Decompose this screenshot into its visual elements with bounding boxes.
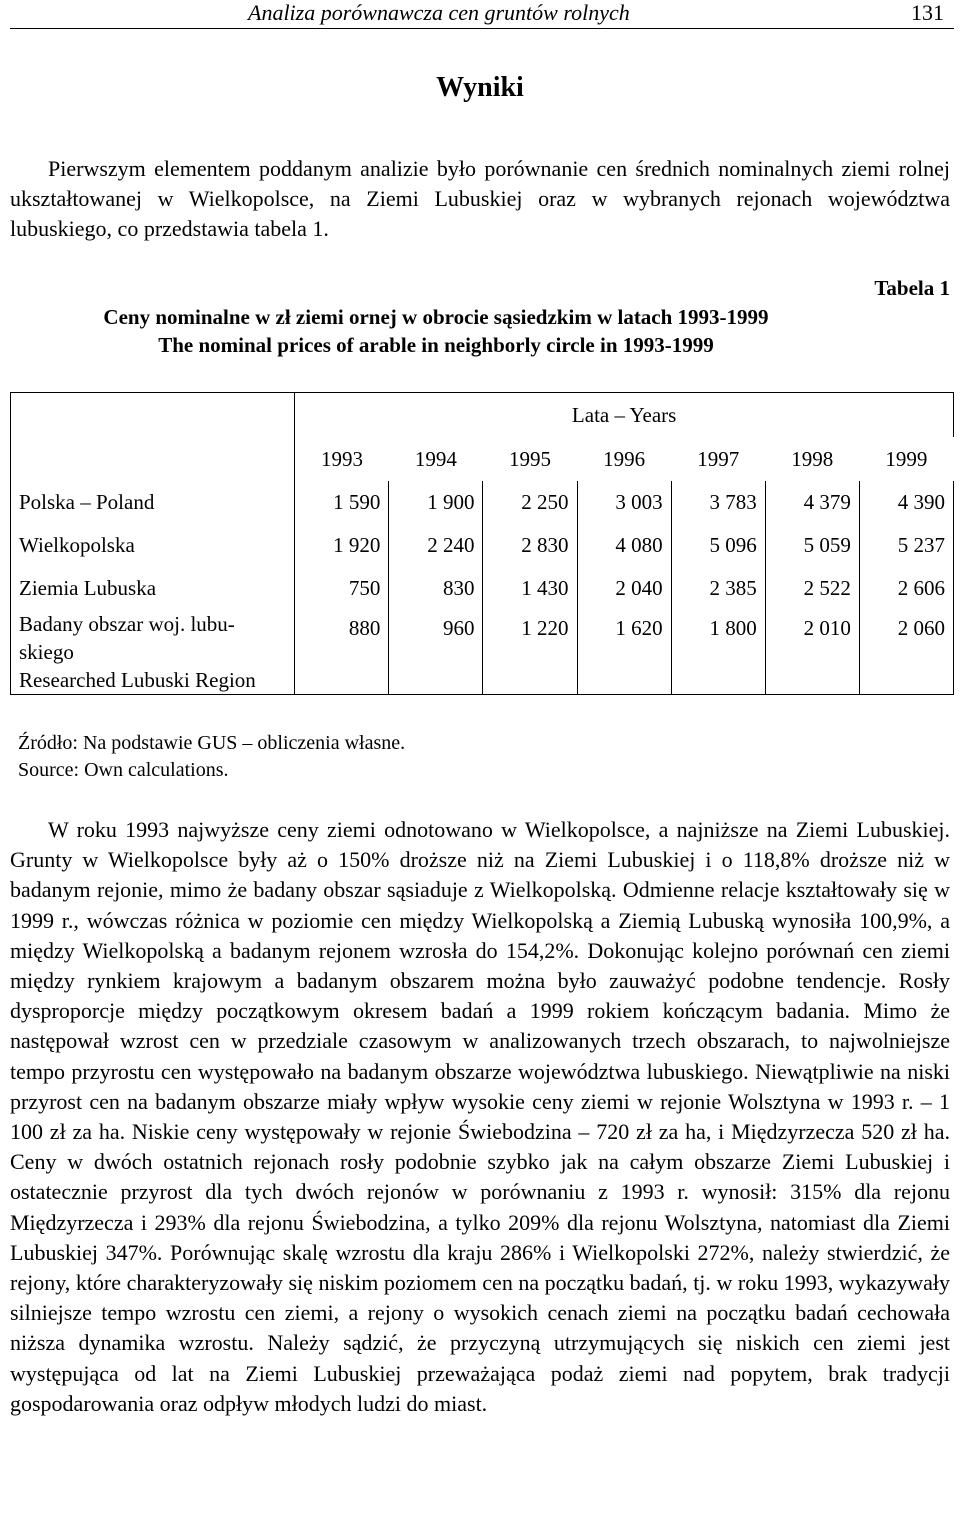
cell-value: 5 059 (765, 524, 859, 567)
row-label: Ziemia Lubuska (11, 567, 295, 610)
running-title: Analiza porównawcza cen gruntów rolnych (248, 0, 630, 25)
cell-value: 1 590 (295, 481, 389, 524)
row-label: Polska – Poland (11, 481, 295, 524)
cell-value: 4 379 (765, 481, 859, 524)
section-title: Wyniki (436, 72, 524, 103)
price-table (10, 392, 954, 695)
row-label: Wielkopolska (11, 524, 295, 567)
running-header (10, 0, 954, 29)
table-header-year: 1997 (697, 446, 740, 471)
cell-value: 2 830 (483, 524, 577, 567)
table-header-year: 1993 (321, 446, 364, 471)
cell-value: 2 522 (765, 567, 859, 610)
row-label-line: skiego (19, 640, 74, 664)
cell-value: 5 237 (859, 524, 953, 567)
cell-value: 1 800 (671, 610, 765, 695)
cell-value: 1 900 (389, 481, 483, 524)
cell-value: 1 220 (483, 610, 577, 695)
row-label (11, 610, 295, 695)
cell-value: 2 250 (483, 481, 577, 524)
page-number: 131 (911, 0, 944, 25)
table-source (18, 730, 405, 784)
table-header-year: 1994 (414, 446, 457, 471)
cell-value: 5 096 (671, 524, 765, 567)
body-paragraph: W roku 1993 najwyższe ceny ziemi odnotowano w Wielkopolsce, a najniższe na Ziemi Lubuskiej. Grunty w Wielkopolsce były aż o 150% droższe niż na Ziemi Lubuskiej i o 118,8% droższe niż w badanym rejonie, mimo że badany obszar sąsiaduje z Wielkopolską. Odmienne relacje kształtowały się w 1999 r., wówczas różnica w poziomie cen między Wielkopolską a Ziemią Lubuską wynosiła 100,9%, a między Wielkopolską a badanym rejonem wzrosła do 154,2%. Dokonując kolejno porównań cen ziemi między rynkiem krajowym a badanym obszarem można było zauważyć podobne tendencje. Rosły dysproporcje między początkowym okresem badań a 1999 rokiem kończącym badania. Mimo że następował wzrost cen w przedziale czasowym w analizowanych trzech obszarach, to najwolniejsze tempo przyrostu cen występowało na badanym obszarze województwa lubuskiego. Niewątpliwie na niski przyrost cen na badanym obszarze miały wpływ wysokie ceny ziemi w rejonie Wolsztyna w 1993 r. – 1 100 zł za ha. Niskie ceny występowały w rejonie Świebodzina – 720 zł za ha, i Międzyrzecza 520 zł ha. Ceny w dwóch ostatnich rejonach rosły podobnie szybko jak na całym obszarze Ziemi Lubuskiej i ostatecznie przyrost dla tych dwóch rejonów w porównaniu z 1993 r. wynosił: 315% dla rejonu Międzyrzecza i 293% dla rejonu Świebodzina, a tylko 209% dla rejonu Wolsztyna, natomiast dla Ziemi Lubuskiej 347%. Porównując skalę wzrostu dla kraju 286% i Wielkopolski 272%, należy stwierdzić, że rejony, które charakteryzowały się niskim poziomem cen na początku badań, tj. w roku 1993, wykazywały silniejsze tempo wzrostu cen ziemi, a rejony o wysokich cenach ziemi na początku badań cechowała niższa dynamika wzrostu. Należy sądzić, że przyczyną utrzymujących się niskich cen ziemi jest występująca od lat na Ziemi Lubuskiej przeważająca podaż ziemi nad popytem, brak tradycji gospodarowania oraz odpływ młodych ludzi do miast. (10, 817, 950, 1416)
table-row (11, 524, 954, 567)
cell-value: 880 (295, 610, 389, 695)
table-row (11, 610, 954, 695)
cell-value: 2 240 (389, 524, 483, 567)
table-caption-pl: Ceny nominalne w zł ziemi ornej w obrocie sąsiedzkim w latach 1993-1999 (103, 305, 769, 329)
row-label-line: Researched Lubuski Region (19, 668, 256, 692)
table-header-empty (11, 393, 295, 482)
table-row (11, 567, 954, 610)
cell-value: 2 606 (859, 567, 953, 610)
table-header-year: 1995 (509, 446, 551, 471)
cell-value: 2 385 (671, 567, 765, 610)
cell-value: 4 390 (859, 481, 953, 524)
cell-value: 4 080 (577, 524, 671, 567)
cell-value: 1 430 (483, 567, 577, 610)
cell-value: 1 620 (577, 610, 671, 695)
table-label: Tabela 1 (874, 276, 950, 300)
table-caption-en: The nominal prices of arable in neighborly circle in 1993-1999 (158, 333, 714, 357)
table-header-year: 1996 (603, 446, 646, 471)
table-row (11, 481, 954, 524)
table-header-year: 1998 (791, 446, 834, 471)
cell-value: 3 783 (671, 481, 765, 524)
row-label-line: Badany obszar woj. lubu- (19, 612, 235, 636)
cell-value: 960 (389, 610, 483, 695)
cell-value: 2 010 (765, 610, 859, 695)
table-header-group-row (11, 393, 954, 438)
cell-value: 750 (295, 567, 389, 610)
cell-value: 2 060 (859, 610, 953, 695)
intro-paragraph: Pierwszym elementem poddanym analizie było porównanie cen średnich nominalnych ziemi rolnej ukształtowanej w Wielkopolsce, na Ziemi Lubuskiej oraz w wybranych rejonach województwa lubuskiego, co przedstawia tabela 1. (10, 156, 950, 242)
cell-value: 830 (389, 567, 483, 610)
source-line-pl: Źródło: Na podstawie GUS – obliczenia własne. (18, 732, 406, 754)
cell-value: 1 920 (295, 524, 389, 567)
source-line-en: Source: Own calculations. (18, 759, 229, 781)
table-header-year: 1999 (885, 446, 928, 471)
table-header-years-group: Lata – Years (295, 393, 954, 438)
cell-value: 2 040 (577, 567, 671, 610)
cell-value: 3 003 (577, 481, 671, 524)
